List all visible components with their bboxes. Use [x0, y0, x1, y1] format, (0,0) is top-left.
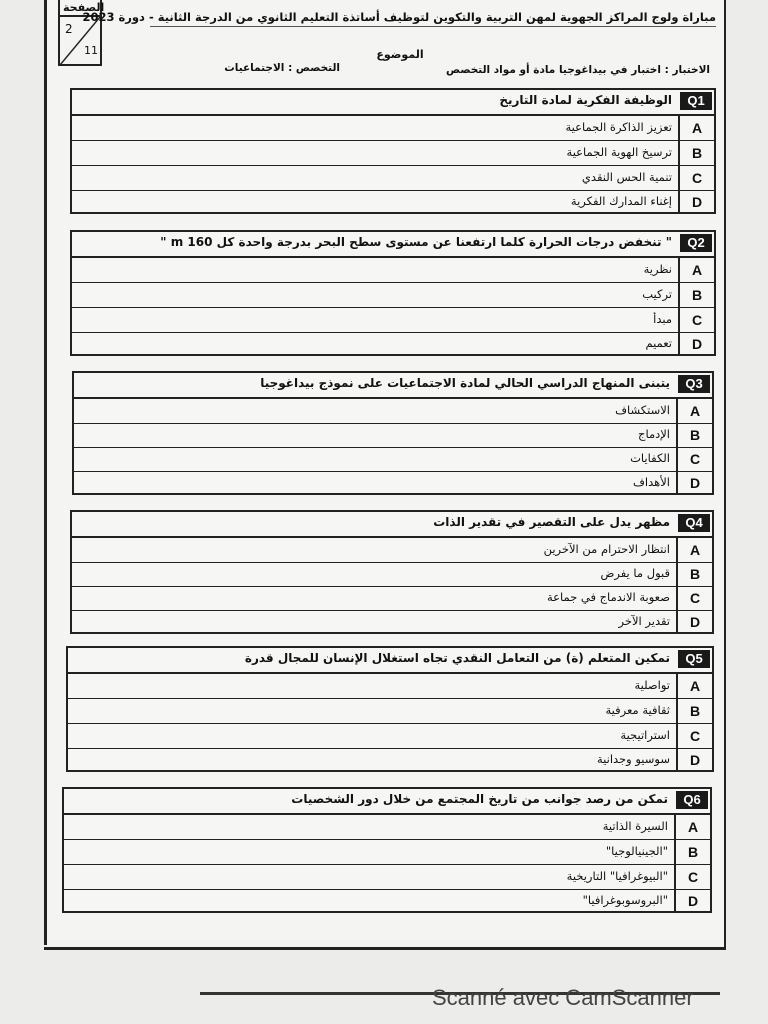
question-text: مظهر يدل على التقصير في تقدير الذات: [433, 515, 670, 529]
option-row-b[interactable]: [68, 699, 712, 724]
page-current: 2: [65, 22, 73, 36]
option-text: تنمية الحس النقدي: [581, 170, 672, 184]
question-block-q5: [66, 646, 714, 772]
option-letter: C: [678, 166, 714, 190]
option-row-b[interactable]: [72, 141, 714, 166]
option-letter: A: [676, 399, 712, 423]
option-row-a[interactable]: [64, 815, 710, 840]
question-header: [72, 512, 712, 538]
option-text: الكفايات: [630, 451, 670, 465]
option-text: تركيب: [642, 287, 672, 301]
camscanner-watermark: Scanné avec CamScanner: [432, 985, 694, 1010]
option-text: تواصلية: [634, 678, 670, 692]
option-row-d[interactable]: [68, 748, 712, 772]
page-total: 11: [84, 44, 98, 57]
option-row-d[interactable]: [72, 190, 714, 214]
option-text: الإدماج: [638, 427, 670, 441]
option-letter: D: [676, 471, 712, 495]
option-text: سوسيو وجدانية: [596, 752, 670, 766]
option-row-b[interactable]: [72, 562, 712, 587]
option-letter: D: [676, 748, 712, 772]
option-text: صعوبة الاندماج في جماعة: [546, 590, 670, 604]
option-letter: C: [676, 724, 712, 748]
option-letter: B: [676, 562, 712, 586]
question-text: يتبنى المنهاج الدراسي الحالي لمادة الاجتماعيات على نموذج بيداغوجيا: [260, 376, 670, 390]
option-letter: C: [678, 308, 714, 332]
option-letter: B: [678, 283, 714, 307]
option-letter: C: [676, 447, 712, 471]
question-header: [68, 648, 712, 674]
option-letter: A: [678, 258, 714, 282]
option-letter: D: [674, 889, 710, 913]
exam-title: مباراة ولوج المراكز الجهوية لمهن التربية والتكوين لتوظيف أساتذة التعليم الثانوي من الدرجة الثانية - دورة 2023: [82, 10, 716, 24]
option-row-a[interactable]: [72, 258, 714, 283]
option-row-c[interactable]: [64, 865, 710, 890]
question-block-q3: [72, 371, 714, 495]
option-text: "الجينيالوجيا": [605, 844, 668, 858]
option-text: تقدير الآخر: [618, 614, 670, 628]
question-header: [72, 90, 714, 116]
question-number-badge: Q2: [680, 234, 712, 252]
exam-subject: الاختبار : اختبار في بيداغوجيا مادة أو مواد التخصص: [446, 64, 710, 76]
option-row-c[interactable]: [72, 308, 714, 333]
option-letter: A: [674, 815, 710, 839]
option-letter: A: [676, 674, 712, 698]
question-text: الوظيفة الفكرية لمادة التاريخ: [499, 93, 672, 107]
option-letter: B: [678, 141, 714, 165]
option-letter: C: [674, 865, 710, 889]
option-text: تعزيز الذاكرة الجماعية: [565, 120, 672, 134]
question-text: " تنخفض درجات الحرارة كلما ارتفعنا عن مستوى سطح البحر بدرجة واحدة كل 160 m ": [160, 235, 672, 249]
question-block-q2: [70, 230, 716, 356]
option-letter: D: [676, 610, 712, 634]
option-text: مبدأ: [653, 312, 672, 326]
option-row-c[interactable]: [74, 447, 712, 472]
option-row-d[interactable]: [64, 889, 710, 913]
option-row-a[interactable]: [72, 538, 712, 563]
option-letter: D: [678, 332, 714, 356]
option-letter: D: [678, 190, 714, 214]
option-text: إغناء المدارك الفكرية: [570, 194, 672, 208]
option-row-b[interactable]: [74, 423, 712, 448]
option-text: الأهداف: [633, 475, 670, 489]
option-row-a[interactable]: [74, 399, 712, 424]
option-row-c[interactable]: [68, 724, 712, 749]
option-text: انتظار الاحترام من الآخرين: [543, 542, 670, 556]
option-letter: A: [676, 538, 712, 562]
left-margin-rule: [44, 0, 47, 945]
question-number-badge: Q4: [678, 514, 710, 532]
option-letter: C: [676, 586, 712, 610]
option-row-c[interactable]: [72, 586, 712, 611]
option-letter: B: [676, 423, 712, 447]
option-row-d[interactable]: [72, 610, 712, 634]
option-letter: B: [676, 699, 712, 723]
option-text: ثقافية معرفية: [605, 703, 670, 717]
question-number-badge: Q3: [678, 375, 710, 393]
option-text: "البيوغرافيا" التاريخية: [566, 869, 668, 883]
option-text: "البروسوبوغرافيا": [582, 893, 668, 907]
option-text: نظرية: [643, 262, 672, 276]
option-text: الاستكشاف: [615, 403, 670, 417]
question-number-badge: Q6: [676, 791, 708, 809]
topic-label: الموضوع: [376, 48, 424, 61]
option-letter: A: [678, 116, 714, 140]
question-text: تمكين المتعلم (ة) من التعامل النقدي تجاه استغلال الإنسان للمجال قدرة: [244, 651, 670, 665]
option-text: ترسيخ الهوية الجماعية: [566, 145, 672, 159]
option-text: قبول ما يفرض: [600, 566, 670, 580]
option-text: السيرة الذاتية: [602, 819, 668, 833]
question-block-q1: [70, 88, 716, 214]
header-divider: [150, 26, 716, 28]
question-header: [74, 373, 712, 399]
option-row-b[interactable]: [64, 840, 710, 865]
option-row-a[interactable]: [72, 116, 714, 141]
question-text: تمكن من رصد جوانب من تاريخ المجتمع من خلال دور الشخصيات: [291, 792, 668, 806]
option-row-d[interactable]: [74, 471, 712, 495]
option-letter: B: [674, 840, 710, 864]
option-row-a[interactable]: [68, 674, 712, 699]
option-text: استراتيجية: [620, 728, 670, 742]
option-text: تعميم: [645, 336, 672, 350]
page-label: الصفحة: [63, 1, 105, 14]
specialty: التخصص : الاجتماعيات: [224, 62, 340, 74]
question-block-q4: [70, 510, 714, 634]
option-row-b[interactable]: [72, 283, 714, 308]
option-row-c[interactable]: [72, 166, 714, 191]
question-block-q6: [62, 787, 712, 913]
question-number-badge: Q5: [678, 650, 710, 668]
option-row-d[interactable]: [72, 332, 714, 356]
question-header: [64, 789, 710, 815]
question-number-badge: Q1: [680, 92, 712, 110]
question-header: [72, 232, 714, 258]
